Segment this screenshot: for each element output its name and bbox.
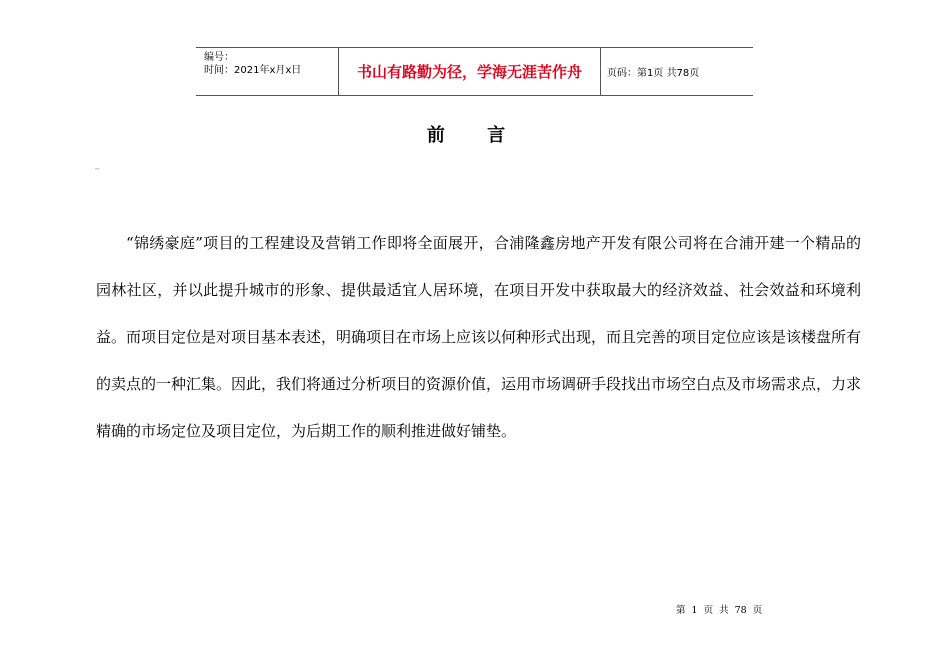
page-title: 前 言 (426, 125, 524, 146)
tiny-mark: "" (95, 168, 100, 174)
serial-number-label: 编号： (204, 52, 234, 63)
body-paragraph: “锦绣豪庭”项目的工程建设及营销工作即将全面展开，合浦隆鑫房地产开发有限公司将在合浦开建一个精品的园林社区，并以此提升城市的形象、提供最适宜人居环境，在项目开发中获取最大的经济效益、社会效益和环境利益。而项目定位是对项目基本表述，明确项目在市场上应该以何种形式出现，而且完善的项目定位应该是该楼盘所有的卖点的一种汇集。因此，我们将通过分析项目的资源价值，运用市场调研手段找出市场空白点及市场需求点，力求精确的市场定位及项目定位，为后期工作的顺利推进做好铺垫。 (96, 234, 862, 440)
page-footer: 第 1 页 共 78 页 (676, 605, 763, 616)
date-label: 时间：2021年x月x日 (204, 65, 302, 76)
document-header (196, 47, 753, 96)
header-motto: 书山有路勤为径，学海无涯苦作舟 (339, 48, 601, 95)
header-meta (196, 48, 339, 95)
header-page-info: 页码：第1页 共78页 (607, 68, 700, 79)
